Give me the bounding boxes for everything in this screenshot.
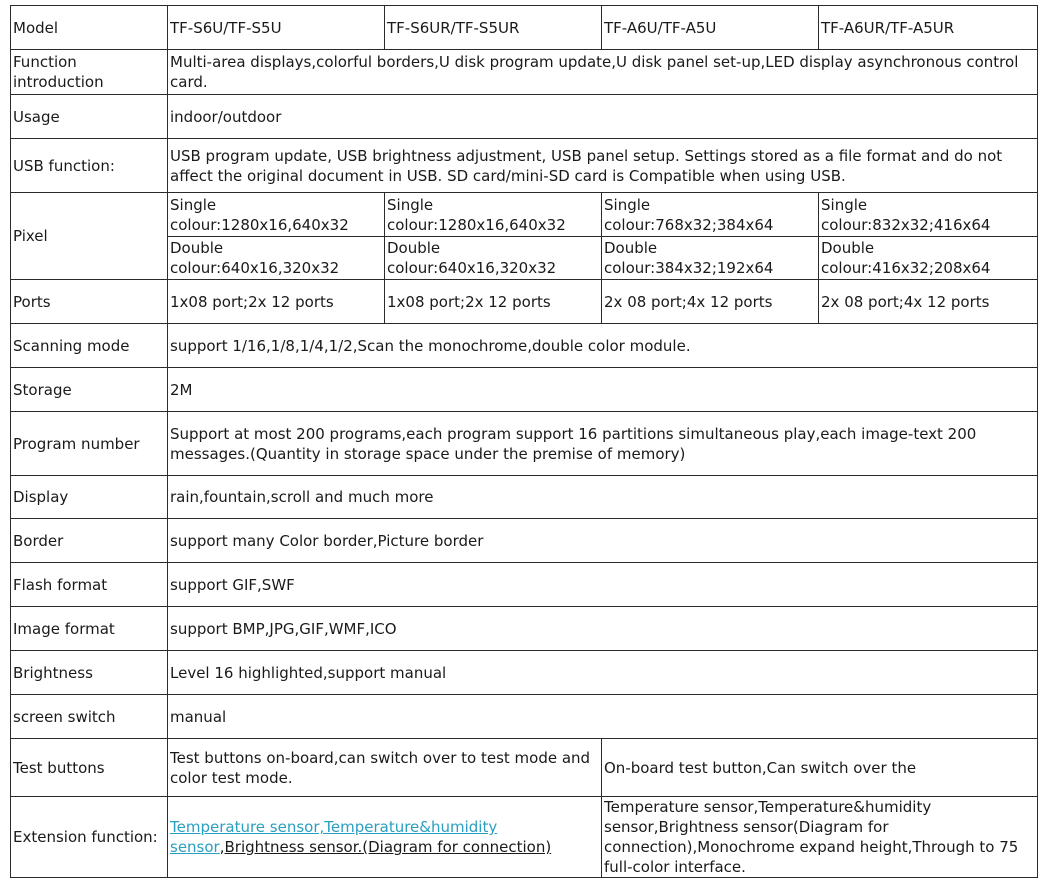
row-label: Test buttons xyxy=(11,739,168,797)
row-brightness xyxy=(11,651,1038,695)
row-label: Pixel xyxy=(11,193,168,280)
row-value: support 1/16,1/8,1/4,1/2,Scan the monochrome,double color module. xyxy=(168,324,1038,368)
row-label: Brightness xyxy=(11,651,168,695)
row-value: Multi-area displays,colorful borders,U disk program update,U disk panel set-up,LED display asynchronous control card. xyxy=(168,50,1038,95)
row-display xyxy=(11,476,1038,519)
row-value: support many Color border,Picture border xyxy=(168,519,1038,563)
row-value: USB program update, USB brightness adjustment, USB panel setup. Settings stored as a file format and do not affect the original document in USB. SD card/mini-SD card is Compatible when using USB. xyxy=(168,139,1038,193)
row-program xyxy=(11,412,1038,476)
row-usage xyxy=(11,95,1038,139)
row-label: Border xyxy=(11,519,168,563)
row-storage xyxy=(11,368,1038,412)
row-model xyxy=(11,6,1038,50)
row-label: Extension function: xyxy=(11,797,168,878)
brightness-sensor-link[interactable]: Brightness sensor.(Diagram for connection) xyxy=(224,838,552,856)
pixel-cell: Double colour:416x32;208x64 xyxy=(819,237,1038,280)
row-label: screen switch xyxy=(11,695,168,739)
row-value: support GIF,SWF xyxy=(168,563,1038,607)
row-function xyxy=(11,50,1038,95)
pixel-cell: Double colour:640x16,320x32 xyxy=(385,237,602,280)
row-value: rain,fountain,scroll and much more xyxy=(168,476,1038,519)
ports-cell: 2x 08 port;4x 12 ports xyxy=(602,280,819,324)
pixel-cell: Double colour:640x16,320x32 xyxy=(168,237,385,280)
model-cell: TF-A6UR/TF-A5UR xyxy=(819,6,1038,50)
ports-cell: 2x 08 port;4x 12 ports xyxy=(819,280,1038,324)
row-label: Scanning mode xyxy=(11,324,168,368)
row-screen-switch xyxy=(11,695,1038,739)
pixel-cell: Single colour:1280x16,640x32 xyxy=(385,193,602,237)
row-extension xyxy=(11,797,1038,878)
model-cell: TF-S6UR/TF-S5UR xyxy=(385,6,602,50)
row-image xyxy=(11,607,1038,651)
row-value: 2M xyxy=(168,368,1038,412)
row-value: Support at most 200 programs,each program support 16 partitions simultaneous play,each image-text 200 messages.(Quantity in storage space under the premise of memory) xyxy=(168,412,1038,476)
row-usb xyxy=(11,139,1038,193)
row-label: Model xyxy=(11,6,168,50)
pixel-cell: Single colour:832x32;416x64 xyxy=(819,193,1038,237)
spec-table xyxy=(10,5,1038,878)
pixel-cell: Single colour:1280x16,640x32 xyxy=(168,193,385,237)
row-value: indoor/outdoor xyxy=(168,95,1038,139)
row-value-left: Test buttons on-board,can switch over to test mode and color test mode. xyxy=(168,739,602,797)
model-cell: TF-S6U/TF-S5U xyxy=(168,6,385,50)
link-separator: , xyxy=(219,838,225,856)
row-ports xyxy=(11,280,1038,324)
row-label: Storage xyxy=(11,368,168,412)
model-cell: TF-A6U/TF-A5U xyxy=(602,6,819,50)
row-label: Display xyxy=(11,476,168,519)
row-pixel-single xyxy=(11,193,1038,237)
row-label: USB function: xyxy=(11,139,168,193)
row-label: Function introduction xyxy=(11,50,168,95)
row-scanning xyxy=(11,324,1038,368)
row-test-buttons xyxy=(11,739,1038,797)
row-label: Flash format xyxy=(11,563,168,607)
ports-cell: 1x08 port;2x 12 ports xyxy=(385,280,602,324)
row-label: Image format xyxy=(11,607,168,651)
pixel-cell: Double colour:384x32;192x64 xyxy=(602,237,819,280)
row-value: manual xyxy=(168,695,1038,739)
row-value-right: On-board test button,Can switch over the xyxy=(602,739,1038,797)
row-border xyxy=(11,519,1038,563)
row-value-left xyxy=(168,797,602,878)
temperature-humidity-link[interactable]: Temperature sensor,Temperature&humidity sensor xyxy=(170,818,498,856)
pixel-cell: Single colour:768x32;384x64 xyxy=(602,193,819,237)
ports-cell: 1x08 port;2x 12 ports xyxy=(168,280,385,324)
row-label: Usage xyxy=(11,95,168,139)
row-label: Ports xyxy=(11,280,168,324)
row-value: Level 16 highlighted,support manual xyxy=(168,651,1038,695)
row-value-right: Temperature sensor,Temperature&humidity sensor,Brightness sensor(Diagram for connection),Monochrome expand height,Through to 75 full-color interface. xyxy=(602,797,1038,878)
row-value: support BMP,JPG,GIF,WMF,ICO xyxy=(168,607,1038,651)
row-flash xyxy=(11,563,1038,607)
row-label: Program number xyxy=(11,412,168,476)
